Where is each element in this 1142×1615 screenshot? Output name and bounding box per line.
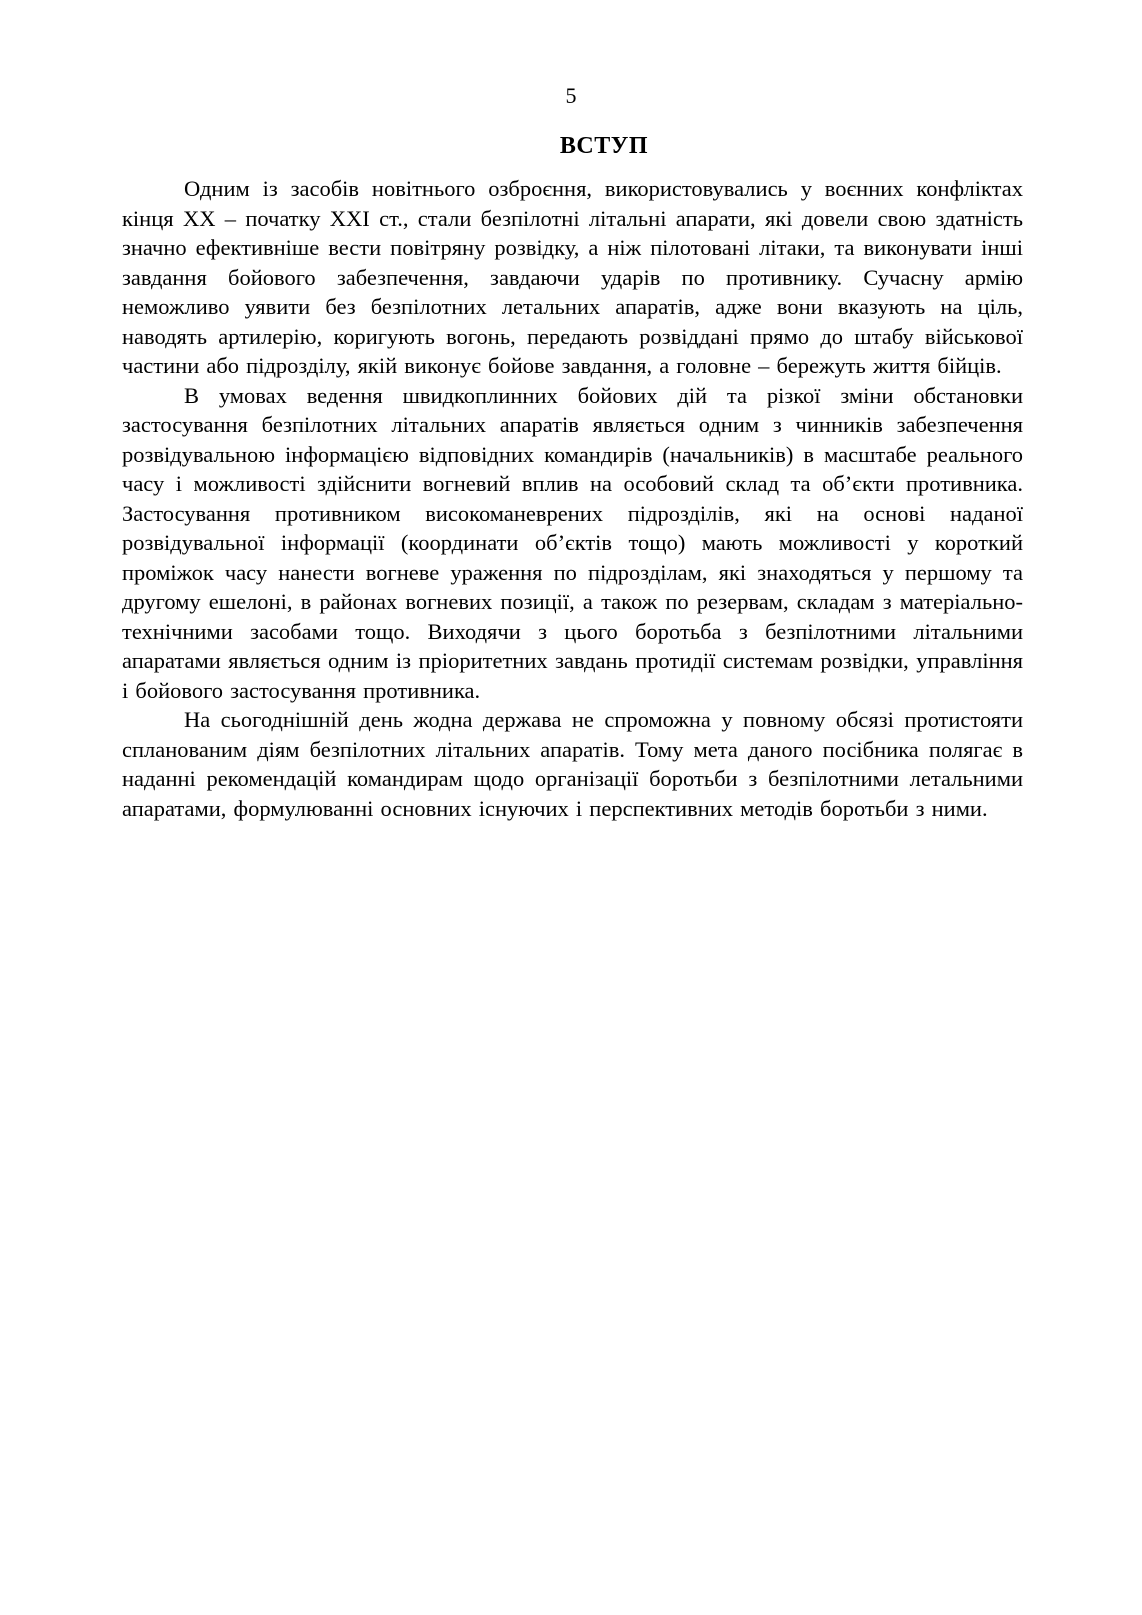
paragraph: На сьогоднішній день жодна держава не спроможна у повному обсязі протистояти спланованим діям безпілотних літальних апаратів. Тому мета даного посібника полягає в наданні рекомендацій командирам щодо організації боротьби з безпілотними летальними апаратами, формулюванні основних існуючих і перспективних методів боротьби з ними.: [122, 707, 1023, 821]
page-number: 5: [565, 83, 577, 108]
page-title: ВСТУП: [559, 133, 649, 159]
paragraph: В умовах ведення швидкоплинних бойових дій та різкої зміни обстановки застосування безпілотних літальних апаратів являється одним з чинників забезпечення розвідувальною інформацією відповідних командирів (начальників) в масштабе реального часу і можливості здійснити вогневий вплив на особовий склад та об’єкти противника. Застосування противником високоманеврених підрозділів, які на основі наданої розвідувальної інформації (координати об’єктів тощо) мають можливості у короткий проміжок часу нанести вогневе ураження по підрозділам, які знаходяться у першому та другому ешелоні, в районах вогневих позиції, а також по резервам, складам з матеріально-технічними засобами тощо. Виходячи з цього боротьба з безпілотними літальними апаратами являється одним із пріоритетних завдань протидії системам розвідки, управління і бойового застосування противника.: [122, 382, 1023, 703]
document-body: [122, 174, 1023, 823]
paragraph: Одним із засобів новітнього озброєння, використовувались у воєнних конфліктах кінця ХХ – початку ХХІ ст., стали безпілотні літальні апарати, які довели свою здатність значно ефективніше вести повітряну розвідку, а ніж пілотовані літаки, та виконувати інші завдання бойового забезпечення, завдаючи ударів по противнику. Сучасну армію неможливо уявити без безпілотних летальних апаратів, адже вони вказують на ціль, наводять артилерію, коригують вогонь, передають розвіддані прямо до штабу військової частини або підрозділу, якій виконує бойове завдання, а головне – бережуть життя бійців.: [122, 176, 1023, 378]
